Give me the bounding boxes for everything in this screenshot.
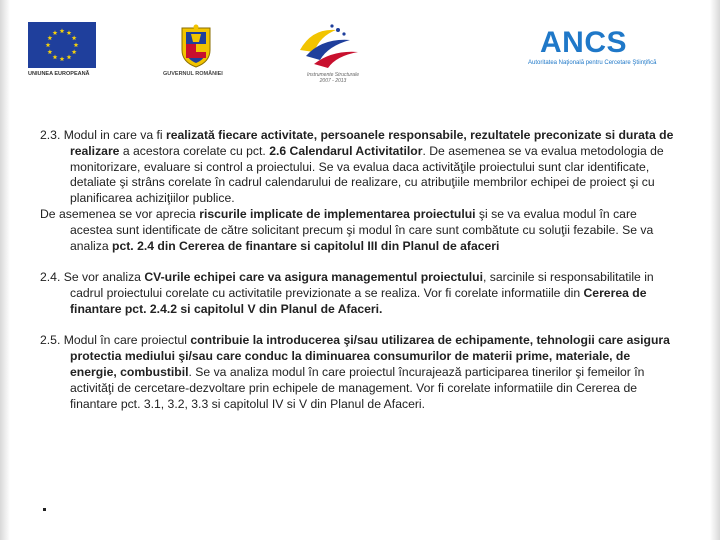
paragraph-2-3: 2.3. Modul in care va fi realizată fiecare activitate, persoanele responsabile, rezultatele preconizate si durata de realizare a acestora corelate cu pct. 2.6 Calendarul Activitatilor. De asemenea se va evalua metodologia de monitorizare, evaluare si control a proiectului. Se va evalua daca activităţile proiectului sunt clar identificate, detaliate şi strâns corelate în cadrul calendarului de realizare, cu atribuţiile membrilor echipei de proiect şi cu planificarea achiziţiilor publice. (40, 128, 674, 206)
government-caption: GUVERNUL ROMÂNIEI (163, 71, 223, 77)
paragraph-risks: De asemenea se vor aprecia riscurile implicate de implementarea proiectului şi se va evalua modul în care acestea sunt identificate de către solicitant precum şi modul în care sunt combătute cu soluţii fezabile. Se va analiza pct. 2.4 din Cererea de finantare si capitolul III din Planul de afaceri (40, 206, 654, 253)
paragraph-2-5: 2.5. Modul în care proiectul contribuie la introducerea şi/sau utilizarea de echipamente, tehnologii care asigura protectia mediului şi/sau care conduc la diminuarea consumurilor de materii prime, materiale, de energie, combustibil. Se va analiza modul în care proiectul încurajează participarea tinerilor şi femeilor în activităţi de cercetare-dezvoltare prin echipele de management. Vor fi corelate informatiile din Cererea de finantare pct. 3.1, 3.2, 3.3 si capitolul IV si V din Planul de Afaceri. (40, 333, 670, 411)
romania-coat-of-arms-icon (178, 24, 214, 68)
ancs-caption: Autoritatea Naţională pentru Cercetare Ştiinţifică (528, 60, 657, 66)
eu-flag-icon (28, 22, 96, 68)
ancs-logo-icon: ANCS (540, 26, 628, 59)
structural-instruments-caption: Instrumente Structurale (307, 72, 359, 78)
right-edge-shade (710, 0, 720, 540)
eu-caption: UNIUNEA EUROPEANĂ (28, 71, 90, 77)
structural-instruments-icon (292, 20, 364, 72)
left-edge-shade (0, 0, 10, 540)
evaluation-criteria-text (40, 128, 680, 412)
structural-instruments-years: 2007 - 2013 (319, 78, 347, 84)
bullet-marker (43, 508, 46, 511)
paragraph-2-4: 2.4. Se vor analiza CV-urile echipei care va asigura managementul proiectului, sarcinile si responsabilitatile in cadrul proiectului corelate cu activitatile previzionate a se realiza. Vor fi corelate informatiile din Cererea de finantare pct. 2.4.2 si capitolul V din Planul de Afaceri. (40, 270, 654, 316)
